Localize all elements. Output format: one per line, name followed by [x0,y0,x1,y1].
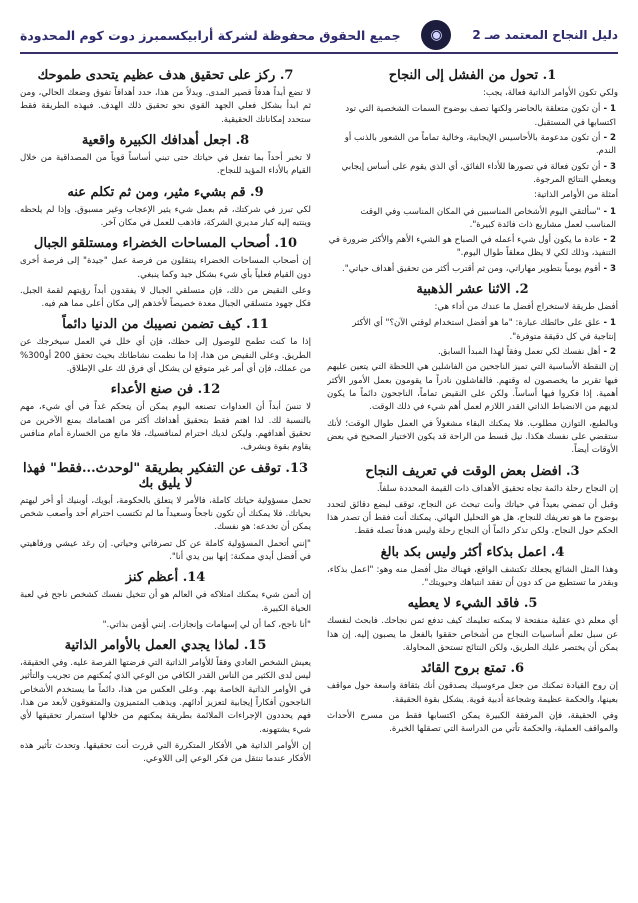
paragraph: وقبل أن تمضي بعيداً في حياتك وأنت تبحث عن النجاح، توقف لبضع دقائق لتحدد بوضوح ما هو تعريفك للنجاح، هل هو التحليل النهائي. يمكنك أنت فقط أن تصدر هذا الحكم حول النجاح. ولكن تذكر دائماً أن النجاح رحلة وليس هدفاً تصله فقط. [327,499,618,537]
paragraph: إذا ما كنت تطمح للوصول إلى حظك، فإن أي خلل في العمل سيخرجك عن الطريق. وعلى النقيض من هذا، إذا ما نظمت نشاطاتك بحيث تحقق 200 أو300% من عملك، فإن أي أمر غير متوقع لن يشكل أي فرق لك على الإطلاق. [20,337,311,375]
list-item-text: علق على حائطك عبارة: "ما هو أفضل استخدام لوقتي الآن؟" أي الأكثر إنتاجية في كل دقيقة متوفرة". [352,318,616,342]
paragraph: "أنا ناجح، كما أن لي إسهامات وإنجازات. إنني أؤمن بذاتي." [102,619,311,630]
section [20,317,311,376]
paragraph: لا تضع أبداً هدفاً قصير المدى. وبدلاً من هذا، حدد أهدافاً تفوق وضعك الحالي، ومن ثم ابدأ بشكل فعلي الجهد القوي نحو تحقيق ذلك الهدف. فبهذه الطريقة فقط ستحدد إمكاناتك الحقيقية. [20,88,311,125]
example-item [327,234,618,261]
section-title: 1. تحول من الفشل إلى النجاح [388,68,557,83]
paragraph: "إنني أتحمل المسؤولية كاملة عن كل تصرفاتي وحياتي. إن رغد عيشي ورفاهيتي في أفضل أيدي ممكنة: إنها بين يدي أنا". [20,538,311,562]
section [20,382,311,454]
page-number: صـ 2 [472,28,501,42]
section-title: 7. ركز على تحقيق هدف عظيم يتحدى طموحك [37,68,294,83]
section-title: 2. الاثنا عشر الذهبية [416,282,529,298]
list-item-text: أن تكون فعالة في تصورها للأداء الفائق، أي الذي يقوم على أساس إيجابي ويعطي النتائج المرجوة. [341,161,616,185]
section [20,133,311,179]
paragraph: لكي تبرز في شركتك، قم بعمل شيء يثير الإعجاب وغير مسبوق. وإذا لم يلحظه وينتبه إليه كبار مديري الشركة، فاذهب للعمل في مكان آخر. [20,204,311,228]
left-column [20,62,311,892]
example-text: أقوم يومياً بتطوير مهاراتي، ومن ثم أقترب أكثر من تحقيق أهداف حياتي". [342,263,601,274]
section-title: 10. أصحاب المساحات الخضراء ومستلقو الجبال [33,236,298,252]
paragraph: إن أصحاب المساحات الخضراء ينتقلون من فرصة عمل "جيدة" إلى فرصة أخرى دون القيام فعلياً بأي شيء بشكل جيد وكما ينبغي. [20,256,311,280]
page-header [20,18,618,54]
list-item-number: 2 - [603,132,616,143]
section-title: 13. توقف عن التفكير بطريقة "لوحدث...فقط" فهذا لا يليق بك [22,460,309,491]
section-intro: أفضل طريقة لاستخراج أفضل ما عندك من أداء هي: [434,302,618,313]
section-title: 12. فن صنع الأعداء [110,382,221,398]
section [20,236,311,311]
list-item-number: 1 - [603,318,616,329]
section [327,68,618,276]
example-number: 2 - [603,235,616,246]
example-item [327,206,618,233]
section [20,570,311,632]
copyright-notice: جميع الحقوق محفوظة لشركة أرابيكسمبرز دوت كوم المحدودة [20,27,401,43]
list-item-number: 3 - [603,161,616,172]
paragraph: إن روح القيادة تمكنك من جعل مرءوسيك يصدقون أنك بثقافة واسعة حول مواقف بعينها، والحكمة عظيمة وشجاعة أدبية قوية. يشكل بقوة الحقيقة. [327,681,618,705]
section [327,661,618,736]
paragraph: وفي الحقيقة، فإن المرفقة الكبيرة يمكن اكتسابها فقط من مسرح الأحداث والمواقف العملية، والحكمة تأتي من الدراسة التي تصقلها الخبرة. [327,710,618,735]
section-title: 3. افضل بعض الوقت في تعريف النجاح [365,463,580,479]
section-title: 14. أعظم كنز [125,570,206,586]
paragraph: أي معلم ذي عقلية منفتحة لا يمكنه تعليمك كيف تدفع ثمن نجاحك. فابحث لنفسك عن سبل تعلم أساسيات النجاح من أشخاص حققوا بالفعل ما يصبون إليه. إن هذا يمكن أن يختصر عليك الطريق، ولكن النتائج تستحق المحاولة. [327,616,618,653]
section-title: 6. تمتع بروح القائد [420,661,525,677]
section-title: 15. لماذا يجدي العمل بالأوامر الذاتية [64,638,267,654]
paragraph: وعلى النقيض من ذلك، فإن متسلقي الجبال لا يفقدون أبداً رؤيتهم لقمة الجبل. فكل جهود متسلقي الجبال معدة خصيصاً لأخذهم إلى مكان أعلى مما هم فيه. [20,285,311,310]
page-label-group [472,28,618,42]
section-title: 4. اعمل بذكاء أكثر وليس بكد بالغ [380,544,565,560]
section [20,638,311,767]
example-item [327,263,618,276]
paragraph: وهذا المثل الشائع يجعلك تكتشف الواقع، فهناك مثل أفضل منه وهو: "اعمل بذكاء، وبقدر ما تستطيع من كد دون أن تفقد انتباهك وحيويتك". [327,564,618,589]
section [327,282,618,457]
section [327,596,618,655]
section-title: 8. اجعل أهدافك الكبيرة واقعية [81,132,250,148]
list-item [327,132,618,159]
list-item-text: أن تكون مدعومة بالأحاسيس الإيجابية، وخالية تماماً من الشعور بالذنب أو الندم. [344,132,616,157]
example-text: عادة ما يكون أول شيء أعمله في الصباح هو الشيء الأهم والأكثر ضرورة في التنفيذ، وذلك لكي لا يظل معلقاً طوال اليوم." [328,235,616,259]
list-item [327,103,618,130]
section-title: 11. كيف تضمن نصيبك من الدنيا دائماً [62,317,269,333]
paragraph: لا تخبر أحداً بما تفعل في حياتك حتى تبني أساساً قوياً من المصداقية من خلال القيام بالأداء المؤيد للنجاح. [20,152,311,177]
list-item [327,161,618,188]
example-number: 1 - [603,206,616,217]
section [20,68,311,127]
list-item [327,317,618,344]
section [327,464,618,539]
globe-logo-icon: ◉ [421,20,451,50]
example-number: 3 - [603,263,616,274]
section [20,185,311,231]
paragraph: وبالطبع، التوازن مطلوب. فلا يمكنك البقاء مشغولاً في العمل طوال الوقت؛ لأنك ستقضي على نفسك هكذا. نيل قسط من الراحة قد يكون الاختيار الصحيح في بعض الأوقات أيضاً. [327,418,618,456]
section-subheading: أمثلة من الأوامر الذاتية: [534,190,618,201]
paragraph: لا تنسَ أبداً أن العداوات تصنعه اليوم يمكن أن يتحكم غداً في أي شيء، مهم بالنسبة لك. لذا اهتم فقط بتحقيق أهدافك أكثر من اهتمامك بمنع الآخرين من تحقيق أهدافهم. وليكن لديك احترام لمنافسيك، فلا مانع من الخسارة أمام منافس يقاوم بقوة وبشرف. [20,402,311,453]
content-columns [20,62,618,892]
section-title: 9. قم بشيء مثير، ومن ثم تكلم عنه [67,184,264,200]
list-item-number: 1 - [603,104,616,115]
paragraph: إن أثمن شيء يمكنك امتلاكه في العالم هو أن تتخيل نفسك كشخص ناجح في لعبة الحياة الكبيرة. [20,590,311,614]
list-item-text: أن تكون متعلقة بالحاضر ولكنها تصف بوضوح السمات الشخصية التي تود اكتسابها في المستقبل. [345,104,616,128]
guide-title: دليل النجاح المعتمد [504,28,618,42]
section-intro: ولكي تكون الأوامر الذاتية فعالة، يجب: [482,88,618,98]
list-item [327,346,618,359]
paragraph: إن الأوامر الذاتية هي الأفكار المتكررة التي قررت أنت تحقيقها. وتحدث تأثير هذه الأفكار عندما تنتقل من فكر الوعي إلى اللاوعي. [20,741,311,765]
section [20,461,311,565]
right-column [327,62,618,892]
list-item-text: أهل نفسك لكي تعمل وفقاً لهذا المبدأ السابق. [437,347,601,357]
header-center [413,20,459,50]
list-item-number: 2 - [603,347,616,357]
paragraph: يعيش الشخص العادي وفقاً للأوامر الذاتية التي فرضتها الفرصة عليه. وفي الحقيقة، ليس لدى الكثير من الناس القدر الكافي من الوعي الذي يُمكنهم من تجريب والتأثير في الأوامر الذاتية الخاصة بهم. وعلى العكس من هذا، دائماً ما يستخدم الأشخاص الناجحون أفكاراً إيجابية لتعزيز أدائهم. ويذهب المتميزون والمتفوقون لأبعد من هذا، فهم يحددون الإجراءات الملائمة بطريقة يمكنهم من خلالها استمرار تحقيقها لأي شيء يشتهونه. [20,658,311,735]
paragraph: إن النقطة الأساسية التي تميز الناجحين من الفاشلين هي اللحظة التي يتعين عليهم فيها تقرير ما يخصصون له وقتهم. فالفاشلون نادراً ما يقومون بعمل الأمور الأكثر أهمية. إذا فكروا فيها أساساً. ولكن على النقيض تماماً، الناجحون دائماً ما يكون لديهم من الانضباط الذاتي القدر اللازم لعمل أهم شيء في ذلك الوقت. [327,362,618,413]
section-title: 5. فاقد الشيء لا يعطيه [407,596,538,612]
paragraph: إن النجاح رحلة دائمة تجاه تحقيق الأهداف ذات القيمة المحددة سلفاً. [376,483,618,494]
paragraph: تحمل مسؤولية حياتك كاملة، فالأمر لا يتعلق بالحكومة، أبويك، أوبنيك أو أخر ليهتم بحياتك. فلا يمكنك أن تكون ناجحاً وسعيداً ما لم تكتسب احترام أحد وأصعب شخص يمكن أن تخدعه: هو نفسك. [20,495,311,533]
example-text: "سألتقي اليوم الأشخاص المناسبين في المكان المناسب وفي الوقت المناسب لعمل مشاريع ذات فائدة كبيرة". [360,206,616,230]
section [327,545,618,591]
